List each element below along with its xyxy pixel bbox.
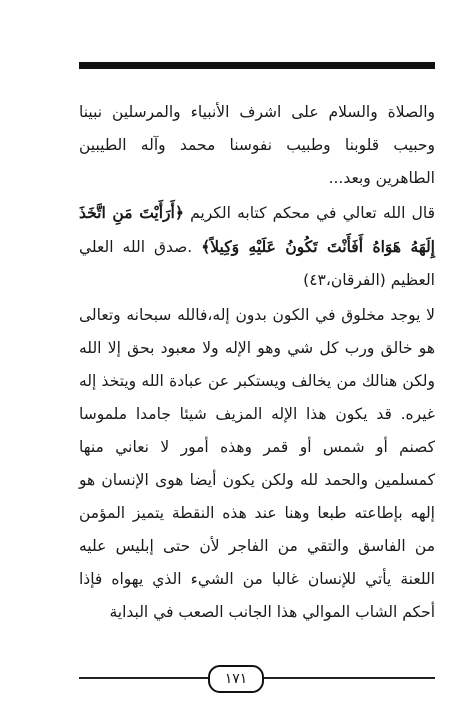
verse-citation: .صدق الله العلي العظيم (الفرقان،٤٣)	[79, 238, 435, 289]
paragraph-body	[79, 299, 435, 629]
paragraph-verse-content	[79, 196, 435, 297]
quran-verse: ﴿أَرَأَيْتَ مَنِ اتَّخَذَ إِلَهَهُ هَوَاهُ أَفَأَنْتَ تَكُونُ عَلَيْهِ وَكِيلاً﴾	[79, 203, 435, 256]
paragraph-body-text: لا يوجد مخلوق في الكون بدون إله،فالله سبحانه وتعالى هو خالق ورب كل شي وهو الإله ولا معبود بحق إلا الله ولكن هنالك من يخالف ويستكبر عن عبادة الله ويتخذ إله غيره. قد يكون هذا الإله المزيف شيئا جامدا ملموسا كصنم أو شمس أو قمر وهذه أمور لا نعاني منها كمسلمين والحمد لله ولكن يكون أيضا هوى الإنسان هو إلهه بإطاعته طبعا وهنا عند هذه النقطة يتميز المؤمن من الفاسق والتقي من الفاجر لأن حتى إبليس عليه اللعنة يأتي للإنسان غالبا من الشيء الذي يهواه فإذا أحكم الشاب الموالي هذا الجانب الصعب في البداية	[79, 306, 435, 621]
verse-intro: قال الله تعالي في محكم كتابه الكريم	[183, 204, 436, 222]
paragraph-opening	[79, 96, 435, 195]
top-rule	[79, 62, 435, 69]
page-footer	[0, 665, 472, 691]
paragraph-verse	[79, 196, 435, 297]
paragraph-opening-text: والصلاة والسلام على اشرف الأنبياء والمرسلين نبينا وحبيب قلوبنا وطبيب نفوسنا محمد وآله الطيبين الطاهرين وبعد...	[79, 103, 435, 187]
page-number: ١٧١	[208, 665, 264, 693]
